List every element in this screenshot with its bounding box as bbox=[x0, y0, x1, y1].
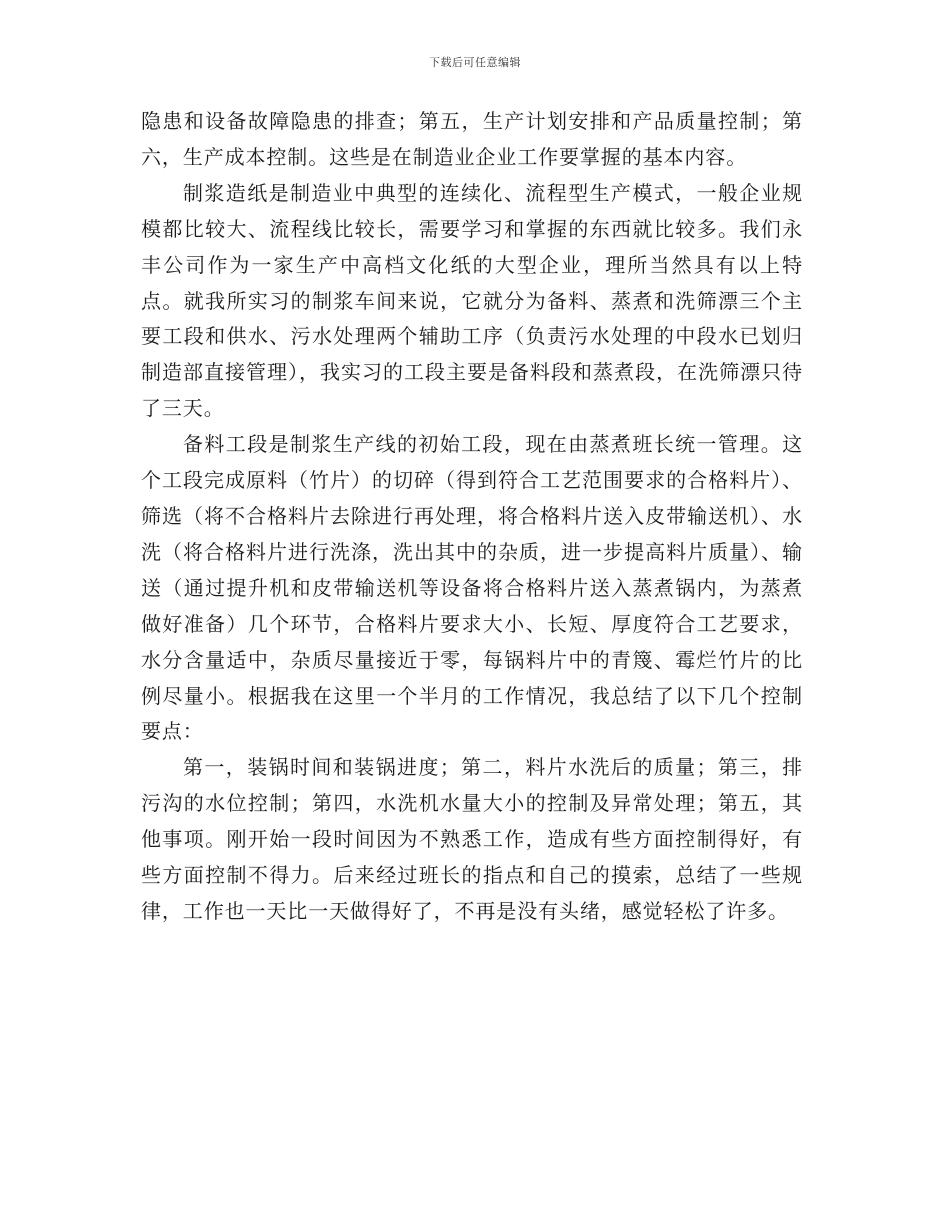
page-header: 下载后可任意编辑 bbox=[429, 56, 521, 69]
paragraph-3: 备料工段是制浆生产线的初始工段，现在由蒸煮班长统一管理。这个工段完成原料（竹片）的切碎（得到符合工艺范围要求的合格料片）、筛选（将不合格料片去除进行再处理，将合格料片送入皮带输送机）、水洗（将合格料片进行洗涤，洗出其中的杂质，进一步提高料片质量）、输送（通过提升机和皮带输送机等设备将合格料片送入蒸煮锅内，为蒸煮做好准备）几个环节，合格料片要求大小、长短、厚度符合工艺要求，水分含量适中，杂质尽量接近于零，每锅料片中的青篾、霉烂竹片的比例尽量小。根据我在这里一个半月的工作情况，我总结了以下几个控制要点： bbox=[141, 432, 803, 744]
document-body bbox=[141, 104, 803, 930]
paragraph-2: 制浆造纸是制造业中典型的连续化、流程型生产模式，一般企业规模都比较大、流程线比较长，需要学习和掌握的东西就比较多。我们永丰公司作为一家生产中高档文化纸的大型企业，理所当然具有以上特点。就我所实习的制浆车间来说，它就分为备料、蒸煮和洗筛漂三个主要工段和供水、污水处理两个辅助工序（负责污水处理的中段水已划归制造部直接管理），我实习的工段主要是备料段和蒸煮段，在洗筛漂只待了三天。 bbox=[141, 180, 803, 421]
paragraph-4: 第一，装锅时间和装锅进度；第二，料片水洗后的质量；第三，排污沟的水位控制；第四，水洗机水量大小的控制及异常处理；第五，其他事项。刚开始一段时间因为不熟悉工作，造成有些方面控制得好，有些方面控制不得力。后来经过班长的指点和自己的摸索，总结了一些规律，工作也一天比一天做得好了，不再是没有头绪，感觉轻松了许多。 bbox=[141, 755, 803, 923]
paragraph-1: 隐患和设备故障隐患的排查；第五，生产计划安排和产品质量控制；第六，生产成本控制。这些是在制造业企业工作要掌握的基本内容。 bbox=[141, 109, 803, 169]
